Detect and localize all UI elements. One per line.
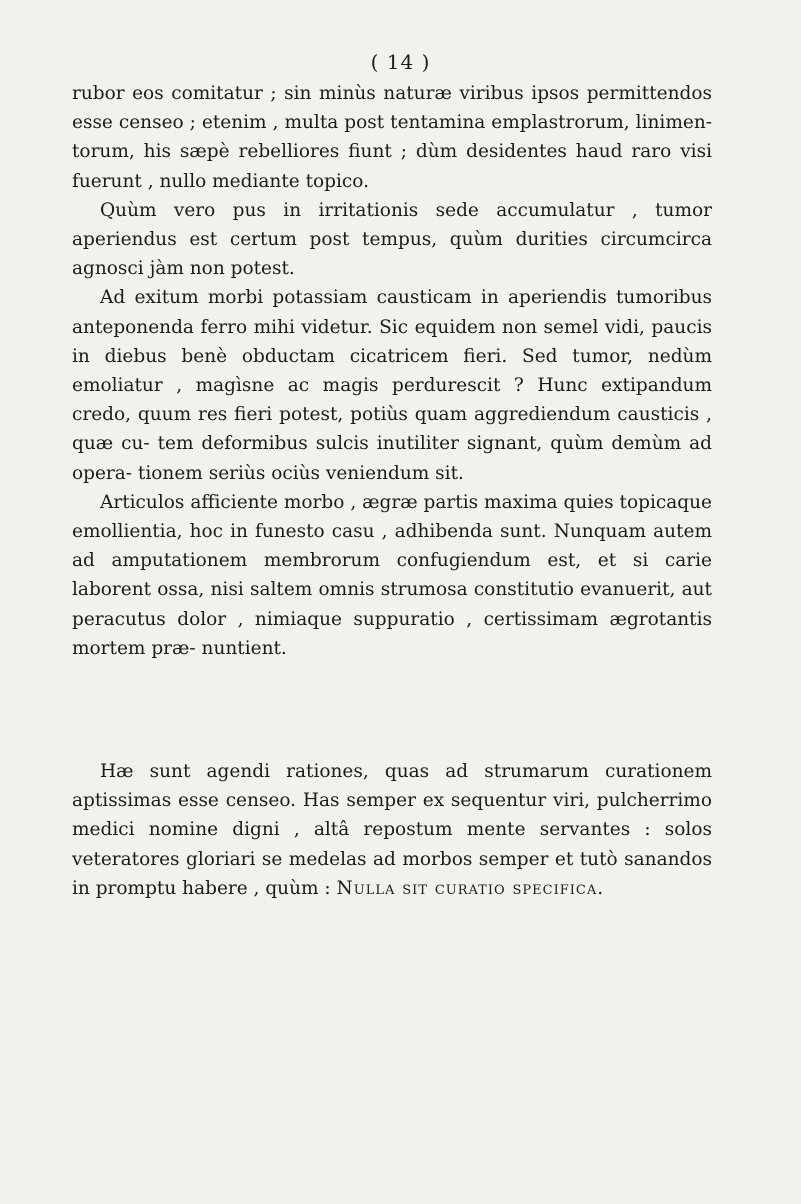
paragraph-5-text: Hæ sunt agendi rationes, quas ad strumarum curationem aptissimas esse censeo. Has semper ex sequentur viri, pulcherrimo medici nomine digni , altâ repostum mente servantes : solos veteratores gloriari se medelas ad morbos semper et tutò sanandos in promptu habere , quùm : <box>72 761 712 899</box>
paragraph-1: rubor eos comitatur ; sin minùs naturæ viribus ipsos permittendos esse censeo ; etenim , multa post tentamina emplastrorum, linimen- torum, his sæpè rebelliores fiunt ; dùm desidentes haud raro visi fuerunt , nullo mediante topico. <box>72 83 712 192</box>
paragraph-5 <box>72 757 712 903</box>
page-number: ( 14 ) <box>370 50 431 74</box>
paragraph-2: Quùm vero pus in irritationis sede accumulatur , tumor aperiendus est certum post tempus, quùm durities circumcirca agnosci jàm non potest. <box>72 199 712 280</box>
closing-phrase: Nulla sit curatio specifica. <box>336 877 605 899</box>
paragraph-4: Articulos afficiente morbo , ægræ partis maxima quies topicaque emollientia, hoc in funesto casu , adhibenda sunt. Nunquam autem ad amputationem membrorum confugiendum est, et si carie laborent ossa, nisi saltem omnis strumosa constitutio evanuerit, aut peracutus dolor , nimiaque suppuratio , certissimam ægrotantis mortem præ- nuntient. <box>72 491 712 659</box>
conclusion-text-block <box>72 757 712 903</box>
paragraph-3: Ad exitum morbi potassiam causticam in aperiendis tumoribus anteponenda ferro mihi videtur. Sic equidem non semel vidi, paucis in diebus benè obductam cicatricem fieri. Sed tumor, nedùm emoliatur , magìsne ac magis perdurescit ? Hunc extipandum credo, quum res fieri potest, potiùs quam aggrediendum causticis , quæ cu- tem deformibus sulcis inutiliter signant, quùm demùm ad opera- tionem seriùs ociùs veniendum sit. <box>72 287 712 484</box>
main-text-block <box>72 79 712 663</box>
